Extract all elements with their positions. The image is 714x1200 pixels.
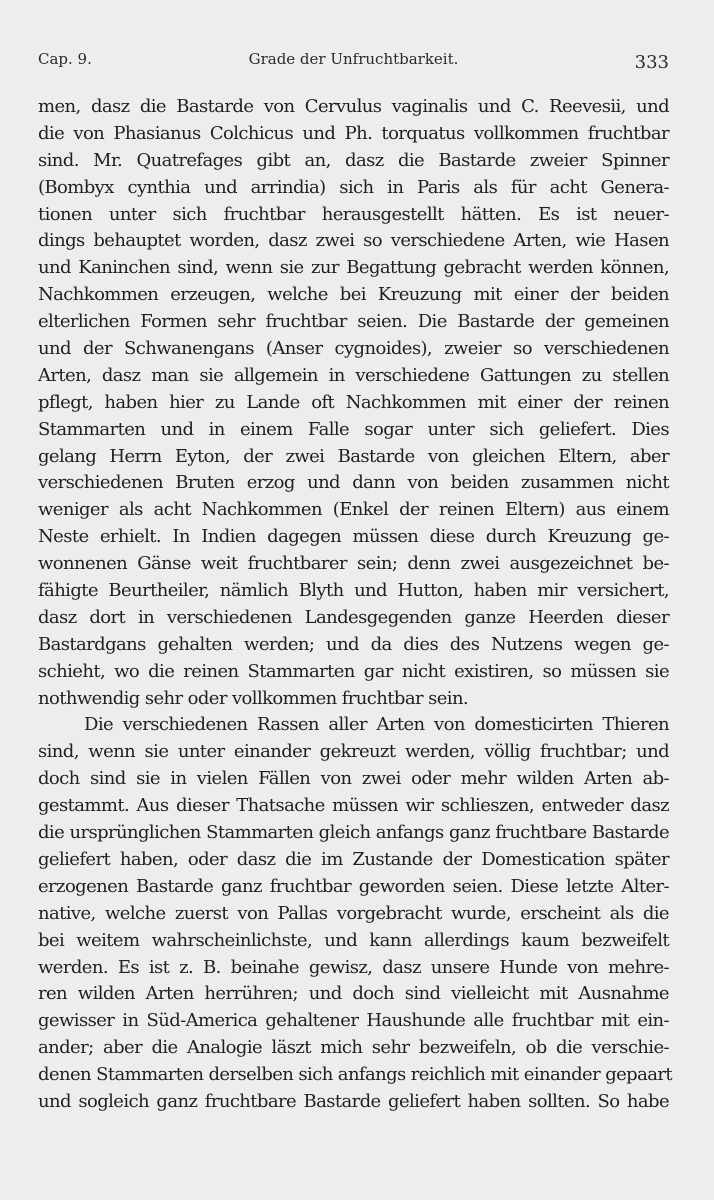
text-line: sind. Mr. Quatrefages gibt an, dasz die Bastarde zweier Spinner xyxy=(38,149,669,171)
text-line: die von Phasianus Colchicus und Ph. torquatus vollkommen fruchtbar xyxy=(38,122,669,144)
text-line: dings behauptet worden, dasz zwei so verschiedene Arten, wie Hasen xyxy=(38,230,669,252)
text-line: die ursprünglichen Stammarten gleich anfangs ganz fruchtbare Bastarde xyxy=(38,822,669,844)
text-line: Stammarten und in einem Falle sogar unter sich geliefert. Dies xyxy=(38,418,669,440)
text-line: werden. Es ist z. B. beinahe gewisz, dasz unsere Hunde von mehre- xyxy=(38,956,669,978)
chapter-label: Cap. 9. xyxy=(38,50,92,68)
text-line: wonnenen Gänse weit fruchtbarer sein; denn zwei ausgezeichnet be- xyxy=(38,553,669,575)
text-line: gelang Herrn Eyton, der zwei Bastarde von gleichen Eltern, aber xyxy=(38,445,669,467)
text-line: (Bombyx cynthia und arrindia) sich in Paris als für acht Genera- xyxy=(38,176,669,198)
text-line: erzogenen Bastarde ganz fruchtbar geworden seien. Diese letzte Alter- xyxy=(38,875,669,897)
running-head xyxy=(38,50,669,74)
text-line: elterlichen Formen sehr fruchtbar seien. Die Bastarde der gemeinen xyxy=(38,311,669,333)
text-line: ander; aber die Analogie läszt mich sehr bezweifeln, ob die verschie- xyxy=(38,1037,669,1059)
text-line: schieht, wo die reinen Stammarten gar nicht existiren, so müssen sie xyxy=(38,660,669,682)
text-line: bei weitem wahrscheinlichste, und kann allerdings kaum bezweifelt xyxy=(38,929,669,951)
text-line: pflegt, haben hier zu Lande oft Nachkommen mit einer der reinen xyxy=(38,391,669,413)
running-title: Grade der Unfruchtbarkeit. xyxy=(248,50,459,68)
text-line: men, dasz die Bastarde von Cervulus vaginalis und C. Reevesii, und xyxy=(38,96,669,117)
text-line: und Kaninchen sind, wenn sie zur Begattung gebracht werden können, xyxy=(38,257,669,279)
text-line: Die verschiedenen Rassen aller Arten von domesticirten Thieren xyxy=(84,714,669,736)
text-line: Arten, dasz man sie allgemein in verschiedene Gattungen zu stellen xyxy=(38,364,669,386)
text-line: denen Stammarten derselben sich anfangs reichlich mit einander gepaart xyxy=(38,1064,673,1086)
body-text xyxy=(38,94,673,1116)
text-line: und der Schwanengans (Anser cygnoides), zweier so verschiedenen xyxy=(38,338,669,360)
text-line: weniger als acht Nachkommen (Enkel der reinen Eltern) aus einem xyxy=(38,499,669,521)
text-line: Nachkommen erzeugen, welche bei Kreuzung mit einer der beiden xyxy=(38,284,669,306)
text-line: geliefert haben, oder dasz die im Zustande der Domestication später xyxy=(38,848,669,870)
text-line: Bastardgans gehalten werden; und da dies des Nutzens wegen ge- xyxy=(38,633,669,655)
text-line: Neste erhielt. In Indien dagegen müssen diese durch Kreuzung ge- xyxy=(38,526,669,548)
text-line: sind, wenn sie unter einander gekreuzt werden, völlig fruchtbar; und xyxy=(38,741,669,763)
text-line: dasz dort in verschiedenen Landesgegenden ganze Heerden dieser xyxy=(38,606,669,628)
text-line: gestammt. Aus dieser Thatsache müssen wir schlieszen, entweder dasz xyxy=(38,795,669,817)
text-line: verschiedenen Bruten erzog und dann von beiden zusammen nicht xyxy=(38,472,669,494)
text-line: ren wilden Arten herrühren; und doch sind vielleicht mit Ausnahme xyxy=(38,983,669,1005)
text-line: fähigte Beurtheiler, nämlich Blyth und Hutton, haben mir versichert, xyxy=(38,580,669,602)
paragraph-2 xyxy=(38,712,673,1115)
text-line: doch sind sie in vielen Fällen von zwei oder mehr wilden Arten ab- xyxy=(38,768,669,790)
text-line: nothwendig sehr oder vollkommen fruchtbar sein. xyxy=(38,687,469,709)
page-number: 333 xyxy=(634,52,669,73)
paragraph-1 xyxy=(38,94,669,712)
text-line: tionen unter sich fruchtbar herausgestellt hätten. Es ist neuer- xyxy=(38,203,669,225)
text-line: native, welche zuerst von Pallas vorgebracht wurde, erscheint als die xyxy=(38,902,669,924)
text-line: gewisser in Süd-America gehaltener Haushunde alle fruchtbar mit ein- xyxy=(38,1010,669,1032)
text-line: und sogleich ganz fruchtbare Bastarde geliefert haben sollten. So habe xyxy=(38,1090,669,1112)
